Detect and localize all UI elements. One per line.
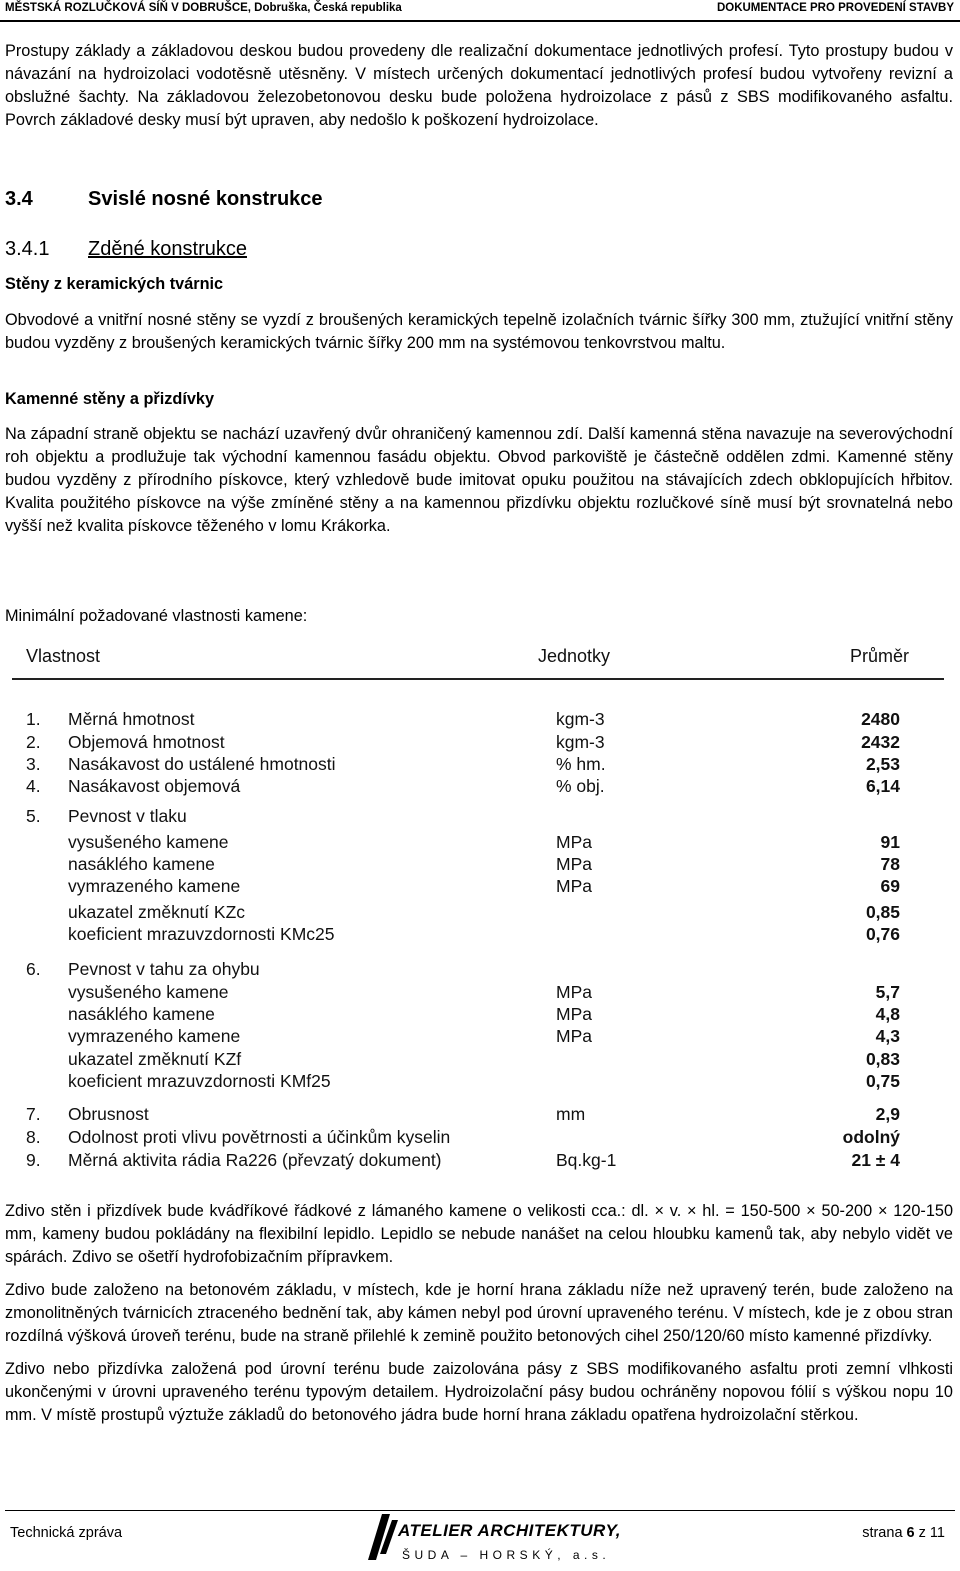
row-average: 4,3 — [875, 1026, 900, 1046]
row-average: 2480 — [861, 709, 900, 729]
row-average: 4,8 — [875, 1004, 900, 1024]
row-average: 78 — [880, 854, 900, 874]
row-number: 6. — [26, 959, 41, 979]
row-property: vysušeného kamene — [68, 832, 229, 852]
row-number: 5. — [26, 806, 41, 826]
row-unit: MPa — [556, 982, 592, 1002]
table-row — [8, 709, 952, 730]
table-row — [8, 924, 952, 945]
table-header-property: Vlastnost — [26, 646, 101, 666]
row-average: 91 — [880, 832, 900, 852]
row-unit: Bq.kg-1 — [556, 1150, 617, 1170]
row-average: 2,9 — [875, 1104, 900, 1124]
row-average: 2,53 — [865, 754, 900, 774]
row-average: 2432 — [861, 732, 900, 752]
ceramic-walls-text: Obvodové a vnitřní nosné stěny se vyzdí z broušených keramických tepelně izolačních tvárnic šířky 300 mm, ztužující vnitřní stěny budou vyzděny z broušených keramických tvárnic šířky 200 mm na systémovou tenkovrstvou maltu. — [5, 311, 953, 352]
row-property: Měrná aktivita rádia Ra226 (převzatý dokument) — [68, 1150, 442, 1170]
stone-properties-table — [8, 643, 952, 1175]
footer-document-name: Technická zpráva — [10, 1525, 123, 1541]
row-average: 0,76 — [865, 924, 900, 944]
section-heading — [5, 188, 323, 211]
page-number — [862, 1525, 945, 1541]
row-property: ukazatel změknutí KZc — [68, 902, 246, 922]
subsection-number: 3.4.1 — [5, 238, 50, 260]
table-row — [8, 806, 952, 827]
table-row — [8, 832, 952, 853]
row-property: Nasákavost objemová — [68, 776, 241, 796]
row-number: 7. — [26, 1104, 41, 1124]
table-row — [8, 1026, 952, 1047]
row-unit: MPa — [556, 854, 592, 874]
table-row — [8, 732, 952, 753]
header-document-type: DOKUMENTACE PRO PROVEDENÍ STAVBY — [716, 2, 954, 14]
row-unit: MPa — [556, 876, 592, 896]
page-total: z 11 — [918, 1525, 945, 1541]
row-number: 8. — [26, 1127, 41, 1147]
logo-line2: ŠUDA – HORSKÝ, a.s. — [402, 1548, 611, 1562]
section-number: 3.4 — [5, 188, 33, 210]
footer-divider — [5, 1510, 955, 1511]
header-project-title: MĚSTSKÁ ROZLUČKOVÁ SÍŇ V DOBRUŠCE, Dobruška, Česká republika — [5, 2, 402, 14]
ceramic-walls-heading: Stěny z keramických tvárnic — [5, 275, 224, 293]
row-average: 21 ± 4 — [851, 1150, 900, 1170]
table-header-divider — [12, 678, 944, 680]
row-property: koeficient mrazuvzdornosti KMc25 — [68, 924, 335, 944]
row-property: Pevnost v tahu za ohybu — [68, 959, 260, 979]
row-number: 3. — [26, 754, 41, 774]
row-average: 0,83 — [865, 1049, 900, 1069]
subsection-heading — [5, 238, 247, 261]
table-row — [8, 1104, 952, 1125]
atelier-logo — [368, 1512, 622, 1568]
row-property: Nasákavost do ustálené hmotnosti — [68, 754, 336, 774]
row-property: vymrazeného kamene — [68, 876, 241, 896]
intro-section — [5, 40, 953, 132]
table-row — [8, 982, 952, 1003]
table-row — [8, 959, 952, 980]
table-header-average: Průměr — [850, 646, 910, 666]
row-property: ukazatel změknutí KZf — [68, 1049, 242, 1069]
table-row — [8, 902, 952, 923]
row-property: nasáklého kamene — [68, 1004, 215, 1024]
row-property: koeficient mrazuvzdornosti KMf25 — [68, 1071, 331, 1091]
row-property: Měrná hmotnost — [68, 709, 195, 729]
row-unit: % hm. — [556, 754, 606, 774]
row-unit: MPa — [556, 832, 592, 852]
row-property: nasáklého kamene — [68, 854, 215, 874]
stone-walls-heading: Kamenné stěny a přizdívky — [5, 390, 215, 408]
row-number: 9. — [26, 1150, 41, 1170]
page-current: 6 — [906, 1525, 915, 1541]
table-row — [8, 876, 952, 897]
table-row — [8, 1049, 952, 1070]
table-row — [8, 854, 952, 875]
intro-paragraph: Prostupy základy a základovou deskou budou provedeny dle realizační dokumentace jednotlivých profesí. Tyto prostupy budou v návazání na hydroizolaci vodotěsně utěsněny. V místech určených dokumentací jednotlivých profesí budou vytvořeny revizní a obslužné šachty. Na základovou železobetonovou desku bude položena hydroizolace z pásů z SBS modifikovaného asfaltu. Povrch základové desky musí být upraven, aby nedošlo k poškození hydroizolace. — [5, 42, 953, 129]
row-average: 0,85 — [865, 902, 900, 922]
section-title: Svislé nosné konstrukce — [88, 188, 323, 210]
table-row — [8, 1150, 952, 1171]
row-number: 2. — [26, 732, 41, 752]
row-unit: mm — [556, 1104, 586, 1124]
row-unit: % obj. — [556, 776, 605, 796]
row-number: 1. — [26, 709, 41, 729]
stone-walls-block — [5, 388, 953, 538]
page-header — [0, 0, 960, 22]
table-row — [8, 754, 952, 775]
page-prefix: strana — [862, 1525, 903, 1541]
table-row — [8, 776, 952, 797]
stone-walls-text: Na západní straně objektu se nachází uzavřený dvůr ohraničený kamennou zdí. Další kamenná stěna navazuje na severovýchodní roh objektu a prodlužuje tak východní kamennou fasádu objektu. Obvod parkoviště je částečně oddělen zdmi. Kamenné stěny budou vyzděny z přírodního pískovce, který vzhledově bude imitovat opuku použitou na stávajících zdech obklopujících hřbitov. Kvalita použitého pískovce na výše zmíněné stěny a na kamennou přizdívku objektu rozlučkové síně musí být srovnatelná nebo vyšší než kvalita pískovce těženého v lomu Krákorka. — [5, 425, 953, 535]
row-property: Pevnost v tlaku — [68, 806, 187, 826]
row-unit: MPa — [556, 1026, 592, 1046]
row-average: odolný — [842, 1127, 900, 1147]
table-row — [8, 1071, 952, 1092]
table-header-unit: Jednotky — [538, 646, 611, 666]
row-property: Odolnost proti vlivu povětrnosti a účinkům kyselin — [68, 1127, 451, 1147]
logo-line1: ATELIER ARCHITEKTURY, — [398, 1521, 622, 1540]
table-intro: Minimální požadované vlastnosti kamene: — [5, 607, 308, 625]
insulation-paragraph: Zdivo nebo přizdívka založená pod úrovní terénu bude zaizolována pásy z SBS modifikovaného asfaltu proti zemní vlhkosti ukončenými v úrovni upraveného terénu typovým detailem. Hydroizolační pásy budou ochráněny nopovou fólií s výškou nopu 10 mm. V místě prostupů výztuže základů do betonového jádra bude horní hrana základu opatřena hydroizolační stěrkou. — [5, 1360, 953, 1424]
table-row — [8, 1004, 952, 1025]
row-property: Obrusnost — [68, 1104, 149, 1124]
row-number: 4. — [26, 776, 41, 796]
row-unit: kgm-3 — [556, 709, 605, 729]
subsection-title: Zděné konstrukce — [88, 238, 247, 260]
row-average: 69 — [880, 876, 900, 896]
row-unit: kgm-3 — [556, 732, 605, 752]
masonry-paragraph: Zdivo stěn i přizdívek bude kvádříkové řádkové z lámaného kamene o velikosti cca.: dl. × v. × hl. = 150-500 × 50-200 × 120-150 mm, kameny budou pokládány na flexibilní lepidlo. Lepidlo se nebude nanášet na celou hloubku kamenů tak, aby nebylo vidět ve spárách. Zdivo se ošetří hydrofobizačním přípravkem. — [5, 1202, 953, 1266]
after-table-section — [5, 1200, 953, 1427]
row-average: 0,75 — [865, 1071, 900, 1091]
row-unit: MPa — [556, 1004, 592, 1024]
row-average: 6,14 — [865, 776, 900, 796]
row-property: Objemová hmotnost — [68, 732, 225, 752]
row-average: 5,7 — [875, 982, 900, 1002]
foundation-paragraph: Zdivo bude založeno na betonovém základu, v místech, kde je horní hrana základu níže než upravený terén, bude založeno na zmonolitněných tvárnicích ztraceného bednění tak, aby kámen nebyl pod úrovní upraveného terénu. V místech, kde je z obou stran rozdílná výšková úroveň terénu, bude na straně přilehlé k zemině použito betonových cihel 250/120/60 místo kamenné přizdívky. — [5, 1281, 953, 1345]
row-property: vysušeného kamene — [68, 982, 229, 1002]
table-row — [8, 1127, 952, 1148]
ceramic-walls-block — [5, 273, 953, 355]
row-property: vymrazeného kamene — [68, 1026, 241, 1046]
